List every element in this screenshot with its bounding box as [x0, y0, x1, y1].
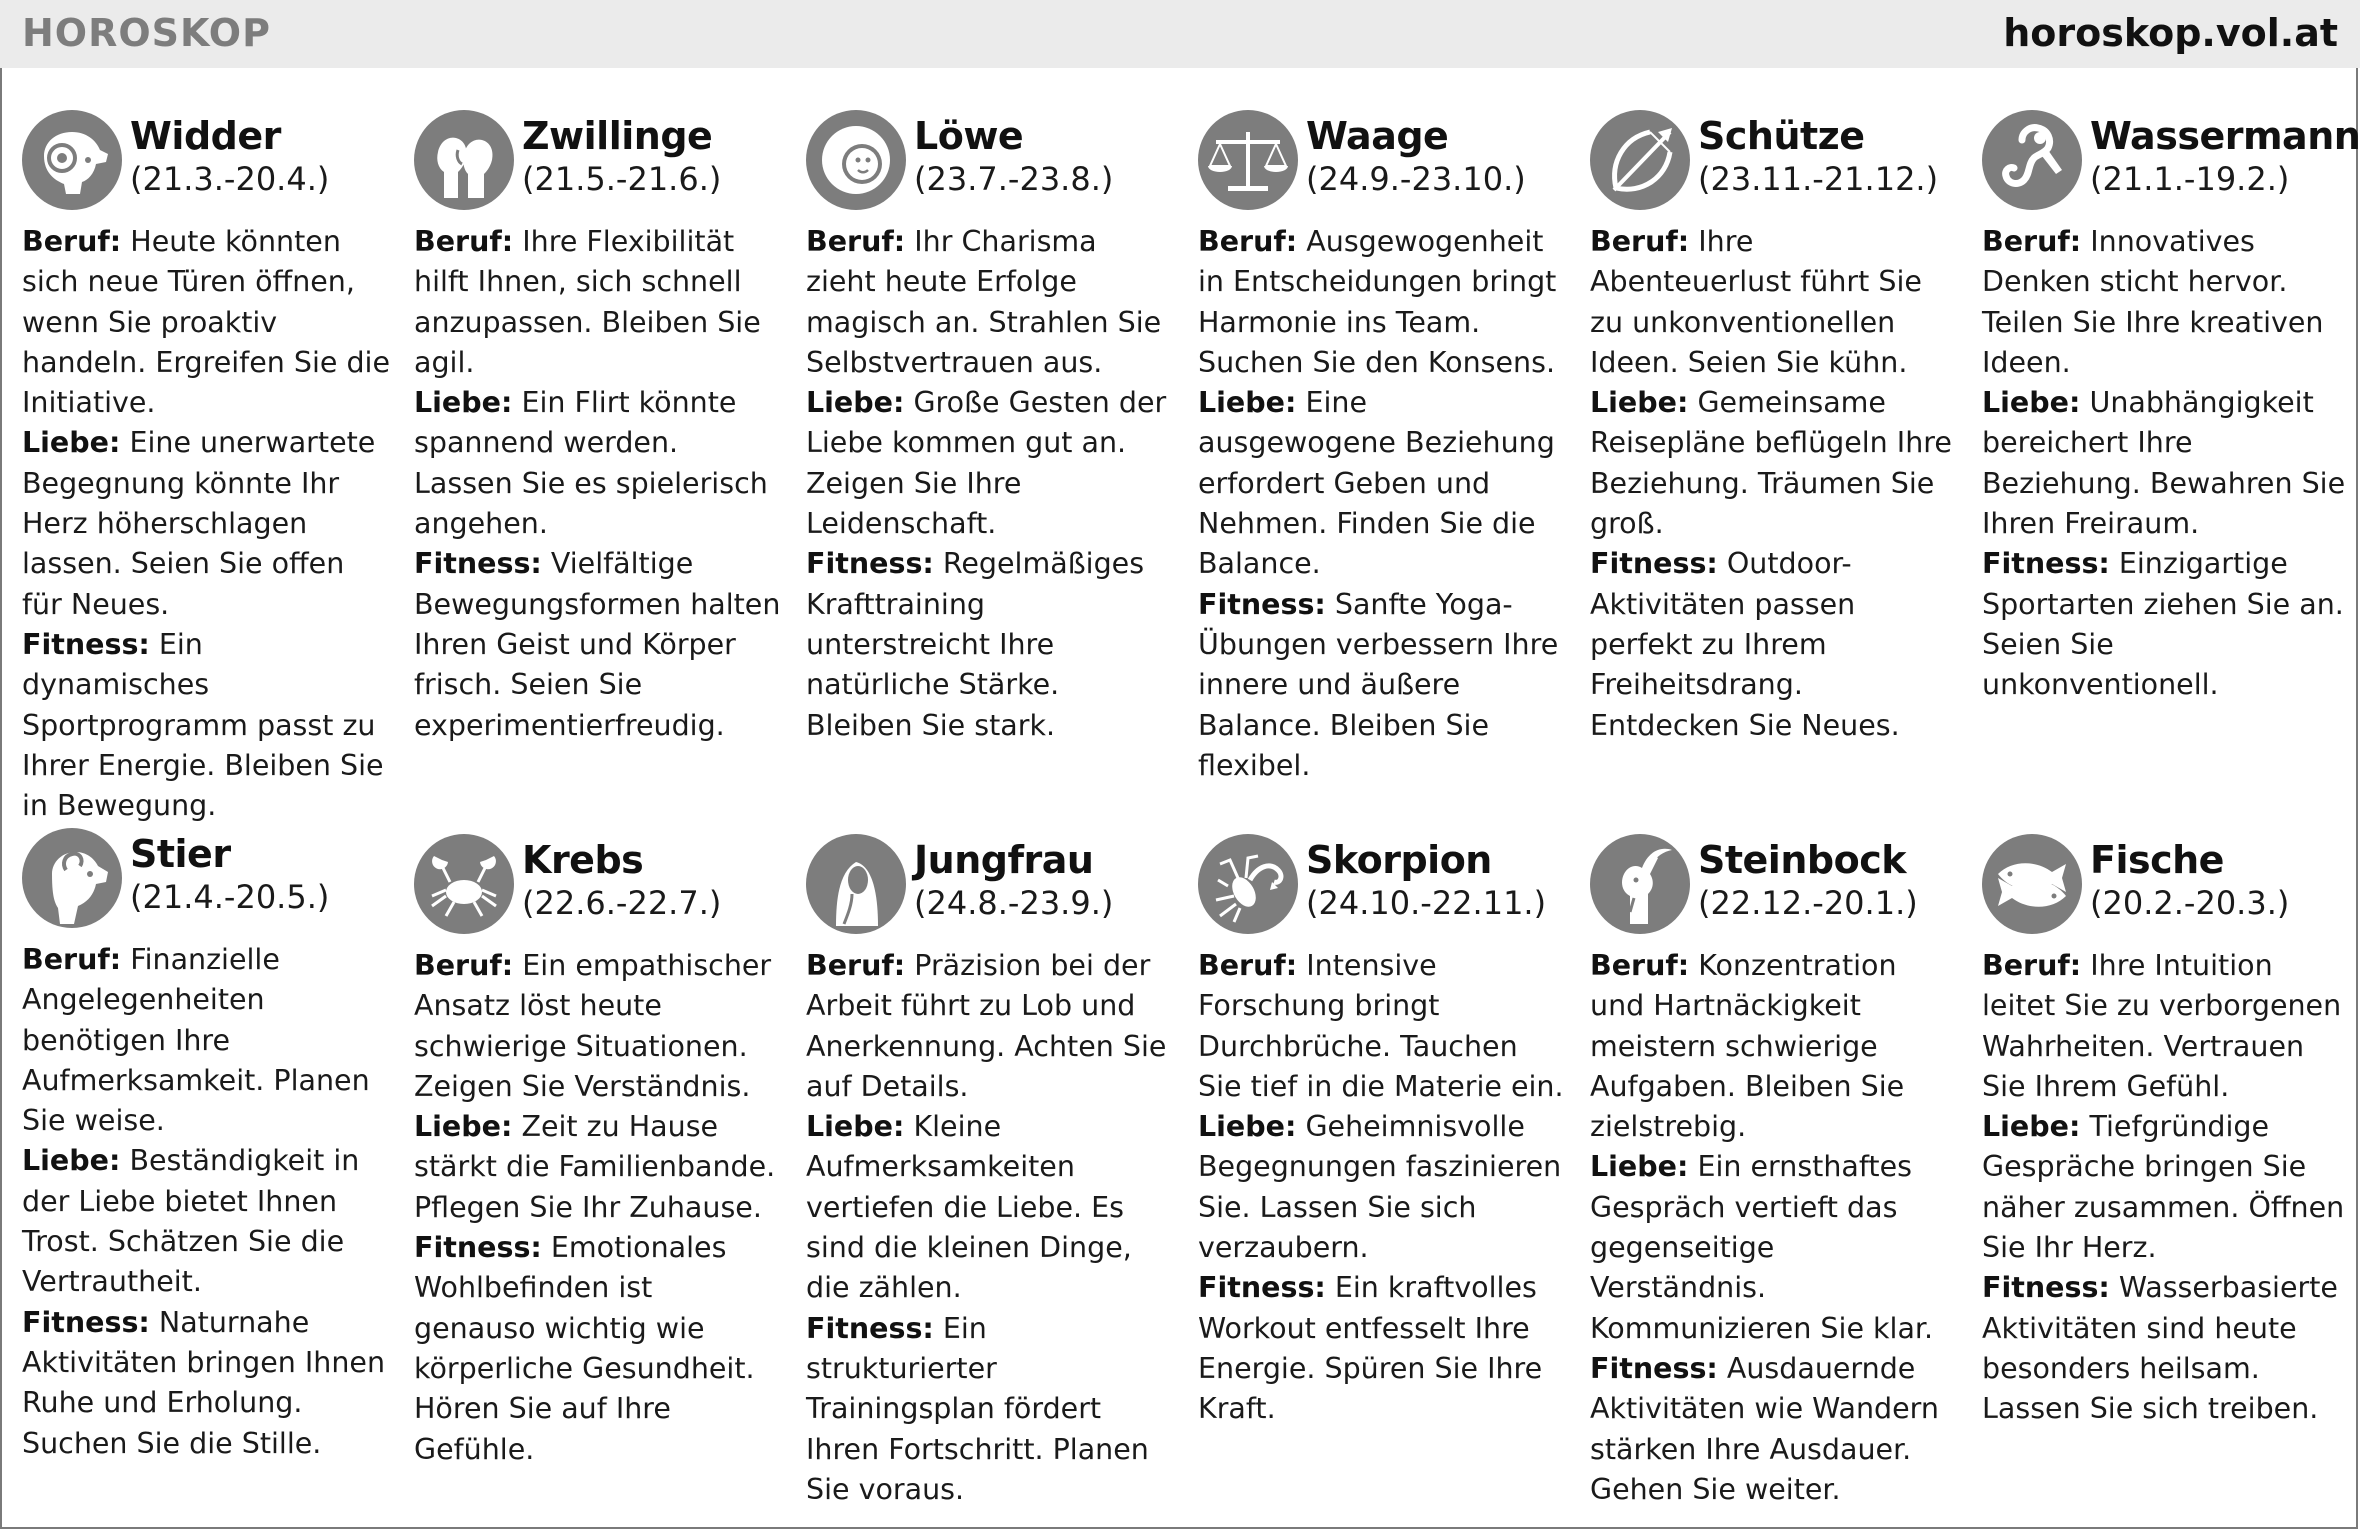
fitness-text: Einzigartige Sportarten ziehen Sie an. Seien Sie unkonventionell. [1982, 547, 2344, 702]
beruf-label: Beruf: [1982, 225, 2082, 258]
liebe-label: Liebe: [1982, 386, 2081, 420]
sign-horoscope-text [1982, 946, 2350, 1430]
fitness-label: Fitness: [1982, 1271, 2110, 1305]
sign-horoscope-text [1198, 222, 1566, 786]
liebe-label: Liebe: [414, 1110, 513, 1144]
fitness-label: Fitness: [1198, 587, 1326, 621]
sign-name: Schütze [1698, 114, 1865, 158]
liebe-text: Große Gesten der Liebe kommen gut an. Zeigen Sie Ihre Leidenschaft. [806, 386, 1167, 541]
liebe-label: Liebe: [806, 386, 905, 420]
fitness-text: Sanfte Yoga-Übungen verbessern Ihre innere und äußere Balance. Bleiben Sie flexibel. [1198, 587, 1559, 782]
sign-name: Stier [130, 832, 231, 876]
fitness-label: Fitness: [22, 627, 150, 661]
beruf-text: Finanzielle Angelegenheiten benötigen Ihre Aufmerksamkeit. Planen Sie weise. [22, 943, 370, 1138]
water-bearer-icon [1982, 110, 2082, 210]
liebe-text: Geheimnisvolle Begegnungen faszinieren Sie. Lassen Sie sich verzaubern. [1198, 1110, 1562, 1265]
fitness-text: Ein kraftvolles Workout entfesselt Ihre Energie. Spüren Sie Ihre Kraft. [1198, 1271, 1543, 1426]
liebe-label: Liebe: [1590, 1150, 1689, 1184]
capricorn-icon [1590, 834, 1690, 934]
fitness-label: Fitness: [806, 547, 934, 581]
liebe-text: Eine unerwartete Begegnung könnte Ihr Herz höherschlagen lassen. Seien Sie offen für Neues. [22, 426, 376, 621]
fitness-label: Fitness: [1982, 547, 2110, 581]
sign-horoscope-text [1590, 222, 1958, 746]
liebe-text: Gemeinsame Reisepläne beflügeln Ihre Beziehung. Träumen Sie groß. [1590, 386, 1952, 541]
liebe-label: Liebe: [22, 426, 121, 460]
liebe-text: Ein ernsthaftes Gespräch vertieft das gegenseitige Verständnis. Kommunizieren Sie klar. [1590, 1150, 1934, 1345]
liebe-text: Beständigkeit in der Liebe bietet Ihnen Trost. Schätzen Sie die Vertrautheit. [22, 1144, 360, 1299]
liebe-text: Ein Flirt könnte spannend werden. Lassen Sie es spielerisch angehen. [414, 386, 768, 541]
beruf-label: Beruf: [806, 949, 906, 982]
beruf-label: Beruf: [1982, 949, 2082, 982]
sign-dates: (24.9.-23.10.) [1306, 160, 1526, 198]
fitness-label: Fitness: [806, 1311, 934, 1345]
beruf-text: Ihr Charisma zieht heute Erfolge magisch an. Strahlen Sie Selbstvertrauen aus. [806, 225, 1162, 379]
beruf-text: Intensive Forschung bringt Durchbrüche. Tauchen Sie tief in die Materie ein. [1198, 949, 1564, 1103]
sign-name: Jungfrau [914, 838, 1094, 882]
sign-dates: (21.5.-21.6.) [522, 160, 722, 198]
fitness-text: Outdoor-Aktivitäten passen perfekt zu Ihrem Freiheitsdrang. Entdecken Sie Neues. [1590, 547, 1900, 742]
sign-name: Zwillinge [522, 114, 713, 158]
crab-icon [414, 834, 514, 934]
fitness-label: Fitness: [22, 1305, 150, 1339]
twins-icon [414, 110, 514, 210]
section-title: HOROSKOP [22, 11, 271, 55]
beruf-text: Ihre Flexibilität hilft Ihnen, sich schnell anzupassen. Bleiben Sie agil. [414, 225, 761, 379]
beruf-text: Innovatives Denken sticht hervor. Teilen Sie Ihre kreativen Ideen. [1982, 225, 2324, 379]
liebe-label: Liebe: [414, 386, 513, 420]
sign-dates: (20.2.-20.3.) [2090, 884, 2290, 922]
scorpion-icon [1198, 834, 1298, 934]
beruf-label: Beruf: [22, 225, 122, 258]
beruf-label: Beruf: [1590, 225, 1690, 258]
beruf-text: Ein empathischer Ansatz löst heute schwierige Situationen. Zeigen Sie Verständnis. [414, 949, 772, 1103]
sign-name: Steinbock [1698, 838, 1906, 882]
sign-name: Löwe [914, 114, 1024, 158]
beruf-text: Ausgewogenheit in Entscheidungen bringt Harmonie ins Team. Suchen Sie den Konsens. [1198, 225, 1557, 379]
liebe-text: Eine ausgewogene Beziehung erfordert Geben und Nehmen. Finden Sie die Balance. [1198, 386, 1555, 581]
fitness-text: Emotionales Wohlbefinden ist genauso wichtig wie körperliche Gesundheit. Hören Sie auf Ihre Gefühle. [414, 1231, 755, 1466]
liebe-text: Unabhängigkeit bereichert Ihre Beziehung. Bewahren Sie Ihren Freiraum. [1982, 386, 2346, 541]
beruf-text: Ihre Abenteuerlust führt Sie zu unkonventionellen Ideen. Seien Sie kühn. [1590, 225, 1922, 379]
fitness-label: Fitness: [414, 1231, 542, 1265]
beruf-text: Konzentration und Hartnäckigkeit meistern schwierige Aufgaben. Bleiben Sie zielstrebig. [1590, 949, 1905, 1144]
sign-horoscope-text [414, 222, 782, 746]
header-bar [0, 0, 2360, 68]
beruf-text: Präzision bei der Arbeit führt zu Lob und Anerkennung. Achten Sie auf Details. [806, 949, 1167, 1103]
fitness-label: Fitness: [414, 547, 542, 581]
sign-dates: (22.6.-22.7.) [522, 884, 722, 922]
sign-name: Wassermann [2090, 114, 2360, 158]
fitness-text: Naturnahe Aktivitäten bringen Ihnen Ruhe und Erholung. Suchen Sie die Stille. [22, 1305, 386, 1460]
liebe-label: Liebe: [1198, 386, 1297, 420]
sign-horoscope-text [806, 222, 1174, 746]
fitness-label: Fitness: [1590, 1351, 1718, 1385]
sign-horoscope-text [1198, 946, 1566, 1430]
beruf-label: Beruf: [1198, 949, 1298, 982]
archer-icon [1590, 110, 1690, 210]
beruf-label: Beruf: [22, 943, 122, 976]
beruf-text: Heute könnten sich neue Türen öffnen, wenn Sie proaktiv handeln. Ergreifen Sie die Initiative. [22, 225, 391, 420]
liebe-label: Liebe: [1198, 1110, 1297, 1144]
fitness-text: Ein strukturierter Trainingsplan fördert Ihren Fortschritt. Planen Sie voraus. [806, 1311, 1149, 1506]
beruf-label: Beruf: [1198, 225, 1298, 258]
liebe-text: Zeit zu Hause stärkt die Familienbande. Pflegen Sie Ihr Zuhause. [414, 1110, 776, 1224]
sign-dates: (24.8.-23.9.) [914, 884, 1114, 922]
liebe-label: Liebe: [1982, 1110, 2081, 1144]
fitness-label: Fitness: [1590, 547, 1718, 581]
sign-dates: (23.11.-21.12.) [1698, 160, 1939, 198]
liebe-text: Tiefgründige Gespräche bringen Sie näher zusammen. Öffnen Sie Ihr Herz. [1982, 1110, 2345, 1265]
beruf-label: Beruf: [1590, 949, 1690, 982]
beruf-label: Beruf: [414, 225, 514, 258]
sign-dates: (23.7.-23.8.) [914, 160, 1114, 198]
sign-horoscope-text [1590, 946, 1958, 1510]
fitness-text: Regelmäßiges Krafttraining unterstreicht Ihre natürliche Stärke. Bleiben Sie stark. [806, 547, 1145, 742]
sign-horoscope-text [414, 946, 782, 1470]
site-url[interactable]: horoskop.vol.at [2003, 11, 2338, 55]
sign-dates: (21.3.-20.4.) [130, 160, 330, 198]
sign-dates: (24.10.-22.11.) [1306, 884, 1547, 922]
lion-icon [806, 110, 906, 210]
sign-horoscope-text [22, 940, 390, 1464]
beruf-label: Beruf: [806, 225, 906, 258]
sign-name: Fische [2090, 838, 2224, 882]
liebe-text: Kleine Aufmerksamkeiten vertiefen die Liebe. Es sind die kleinen Dinge, die zählen. [806, 1110, 1132, 1305]
sign-horoscope-text [1982, 222, 2350, 706]
liebe-label: Liebe: [1590, 386, 1689, 420]
sign-dates: (22.12.-20.1.) [1698, 884, 1918, 922]
beruf-label: Beruf: [414, 949, 514, 982]
sign-name: Krebs [522, 838, 644, 882]
sign-name: Widder [130, 114, 281, 158]
sign-name: Waage [1306, 114, 1449, 158]
liebe-label: Liebe: [22, 1144, 121, 1178]
scales-icon [1198, 110, 1298, 210]
sign-dates: (21.1.-19.2.) [2090, 160, 2290, 198]
virgin-icon [806, 834, 906, 934]
fitness-label: Fitness: [1198, 1271, 1326, 1305]
liebe-label: Liebe: [806, 1110, 905, 1144]
fish-icon [1982, 834, 2082, 934]
sign-dates: (21.4.-20.5.) [130, 878, 330, 916]
sign-name: Skorpion [1306, 838, 1492, 882]
fitness-text: Ausdauernde Aktivitäten wie Wandern stärken Ihre Ausdauer. Gehen Sie weiter. [1590, 1351, 1939, 1506]
sign-horoscope-text [806, 946, 1174, 1510]
ram-icon [22, 110, 122, 210]
bull-icon [22, 828, 122, 928]
fitness-text: Wasserbasierte Aktivitäten sind heute besonders heilsam. Lassen Sie sich treiben. [1982, 1271, 2338, 1426]
fitness-text: Vielfältige Bewegungsformen halten Ihren Geist und Körper frisch. Seien Sie experimentierfreudig. [414, 547, 781, 742]
fitness-text: Ein dynamisches Sportprogramm passt zu Ihrer Energie. Bleiben Sie in Bewegung. [22, 627, 384, 823]
beruf-text: Ihre Intuition leitet Sie zu verborgenen Wahrheiten. Vertrauen Sie Ihrem Gefühl. [1982, 949, 2342, 1103]
sign-horoscope-text [22, 222, 390, 826]
